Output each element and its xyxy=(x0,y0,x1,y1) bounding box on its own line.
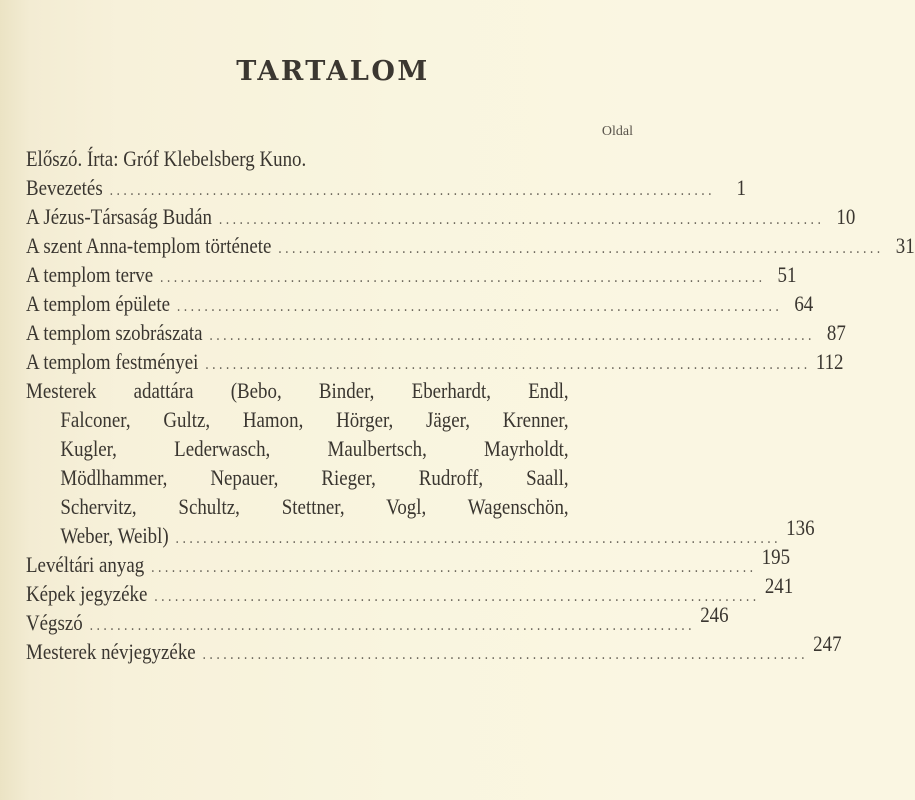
dot-leader xyxy=(110,176,712,205)
table-of-contents xyxy=(26,144,915,666)
dot-leader xyxy=(160,263,762,292)
toc-entry[interactable] xyxy=(26,173,746,202)
toc-entry-label: A templom szobrászata xyxy=(26,320,203,345)
dot-leader xyxy=(177,292,779,321)
toc-entry-label: Schervitz, Schultz, Stettner, Vogl, Wagenschön, xyxy=(60,494,569,519)
toc-entry-line xyxy=(26,463,670,492)
toc-entry-label: A Jézus-Társaság Budán xyxy=(26,204,213,229)
toc-entry[interactable] xyxy=(26,573,794,608)
dot-leader xyxy=(90,611,692,640)
toc-entry-masters[interactable] xyxy=(26,376,815,550)
toc-entry-line xyxy=(26,434,670,463)
toc-entry[interactable] xyxy=(26,231,915,260)
toc-page-number: 64 xyxy=(794,291,814,316)
toc-entry-label: Képek jegyzéke xyxy=(26,581,148,606)
toc-entry-label: Mödlhammer, Nepauer, Rieger, Rudroff, Saall, xyxy=(60,465,569,490)
toc-entry-line xyxy=(26,515,815,550)
toc-entry[interactable] xyxy=(26,202,856,231)
toc-entry[interactable] xyxy=(26,289,814,318)
toc-entry-label: Végszó xyxy=(26,610,83,635)
toc-entry[interactable] xyxy=(26,318,846,347)
toc-entry-label: Weber, Weibl) xyxy=(60,523,169,548)
toc-entry[interactable] xyxy=(26,260,797,289)
page-column-header: Oldal xyxy=(601,124,633,139)
toc-page-number: 10 xyxy=(836,204,856,229)
toc-entry-label: Előszó. Írta: Gróf Klebelsberg Kuno. xyxy=(26,146,307,171)
toc-page-number: 112 xyxy=(815,349,844,374)
toc-page-number: 51 xyxy=(777,262,797,287)
toc-page-number: 247 xyxy=(813,631,842,656)
toc-entry[interactable] xyxy=(26,631,842,666)
dot-leader xyxy=(151,553,753,582)
dot-leader xyxy=(203,640,805,669)
toc-page-number: 87 xyxy=(826,320,846,345)
dot-leader xyxy=(205,350,807,379)
toc-entry-preface[interactable] xyxy=(26,144,636,173)
toc-entry-line xyxy=(26,376,636,405)
dot-leader xyxy=(278,234,880,263)
toc-entry-label: Mesterek névjegyzéke xyxy=(26,639,196,664)
toc-page-number: 1 xyxy=(736,175,746,200)
toc-page-number: 241 xyxy=(764,573,794,598)
toc-entry[interactable] xyxy=(26,347,844,376)
toc-page-number: 246 xyxy=(700,602,729,627)
toc-entry-label: A szent Anna-templom története xyxy=(26,233,272,258)
toc-page-number: 136 xyxy=(786,515,815,540)
toc-entry-label: A templom terve xyxy=(26,262,154,287)
toc-page-number: 195 xyxy=(761,544,791,569)
dot-leader xyxy=(209,321,811,350)
dot-leader xyxy=(219,205,821,234)
dot-leader xyxy=(154,582,756,611)
toc-entry-label: Levéltári anyag xyxy=(26,552,145,577)
page-title: TARTALOM xyxy=(236,56,430,87)
toc-entry-label: A templom festményei xyxy=(26,349,199,374)
toc-entry-line xyxy=(26,492,670,521)
toc-entry[interactable] xyxy=(26,602,729,637)
toc-entry-label: A templom épülete xyxy=(26,291,170,316)
dot-leader xyxy=(176,524,778,553)
toc-entry[interactable] xyxy=(26,544,791,579)
toc-entry-label: Kugler, Lederwasch, Maulbertsch, Mayrholdt, xyxy=(60,436,569,461)
toc-page-number: 31 xyxy=(895,233,915,258)
toc-entry-line xyxy=(26,405,670,434)
toc-entry-label: Bevezetés xyxy=(26,175,103,200)
toc-entry-label: Falconer, Gultz, Hamon, Hörger, Jäger, Krenner, xyxy=(60,407,569,432)
toc-entry-label: Mesterek adattára (Bebo, Binder, Eberhardt, Endl, xyxy=(26,378,569,403)
